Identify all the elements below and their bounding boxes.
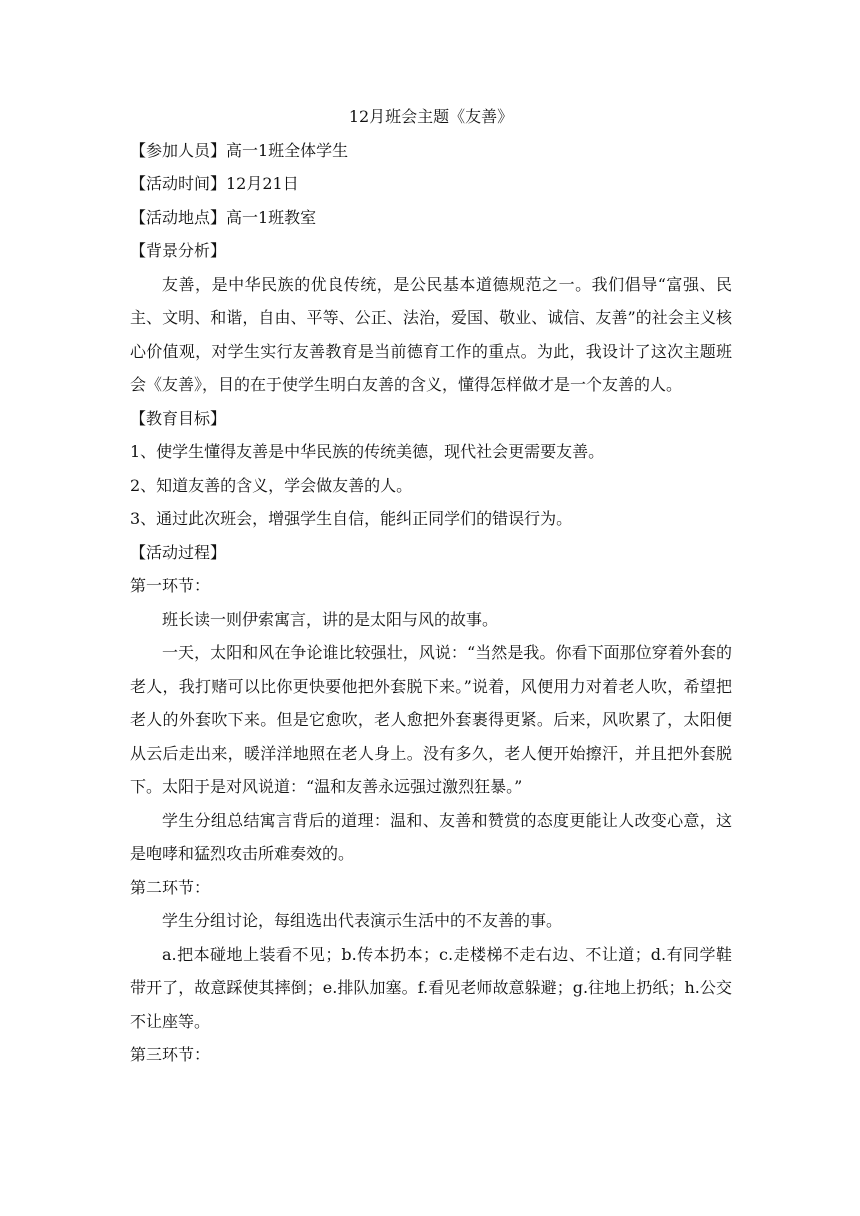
- section1-intro: 班长读一则伊索寓言，讲的是太阳与风的故事。: [162, 609, 499, 629]
- background-paragraph: 友善，是中华民族的优良传统，是公民基本道德规范之一。我们倡导“富强、民主、文明、和谐，自由、平等、公正、法治，爱国、敬业、诚信、友善”的社会主义核心价值观，对学生实行友善教育是当前德育工作的重点。为此，我设计了这次主题班会《友善》，目的在于使学生明白友善的含义，懂得怎样做才是一个友善的人。: [130, 274, 732, 394]
- background-heading: 【背景分析】: [130, 241, 227, 260]
- goals-heading: 【教育目标】: [130, 408, 227, 428]
- section2-heading: 第二环节：: [130, 877, 211, 897]
- section2-intro: 学生分组讨论，每组选出代表演示生活中的不友善的事。: [162, 911, 563, 930]
- process-heading: 【活动过程】: [130, 542, 227, 562]
- section3-heading: 第三环节：: [130, 1045, 211, 1064]
- goal-item: 1、使学生懂得友善是中华民族的传统美德，现代社会更需要友善。: [130, 442, 605, 461]
- goal-item: 2、知道友善的含义，学会做友善的人。: [130, 475, 413, 495]
- participants-line: 【参加人员】高一1班全体学生: [130, 140, 349, 160]
- section1-heading: 第一环节：: [130, 576, 211, 595]
- time-line: 【活动时间】12月21日: [130, 174, 299, 193]
- place-line: 【活动地点】高一1班教室: [130, 207, 317, 227]
- document-title: 12月班会主题《友善》: [348, 107, 514, 126]
- goal-item: 3、通过此次班会，增强学生自信，能纠正同学们的错误行为。: [130, 509, 573, 528]
- section2-list: a.把本碰地上装看不见；b.传本扔本；c.走楼梯不走右边、不让道；d.有同学鞋带开了，故意踩使其摔倒；e.排队加塞。f.看见老师故意躲避；g.往地上扔纸；h.公交不让座等。: [130, 944, 732, 1031]
- section1-summary: 学生分组总结寓言背后的道理：温和、友善和赞赏的态度更能让人改变心意，这是咆哮和猛烈攻击所难奏效的。: [130, 810, 732, 863]
- document-body: [130, 100, 732, 1072]
- section1-story: 一天，太阳和风在争论谁比较强壮，风说：“当然是我。你看下面那位穿着外套的老人，我打赌可以比你更快要他把外套脱下来。”说着，风便用力对着老人吹，希望把老人的外套吹下来。但是它愈吹，老人愈把外套裹得更紧。后来，风吹累了，太阳便从云后走出来，暖洋洋地照在老人身上。没有多久，老人便开始擦汗，并且把外套脱下。太阳于是对风说道：“温和友善永远强过激烈狂暴。”: [130, 643, 732, 796]
